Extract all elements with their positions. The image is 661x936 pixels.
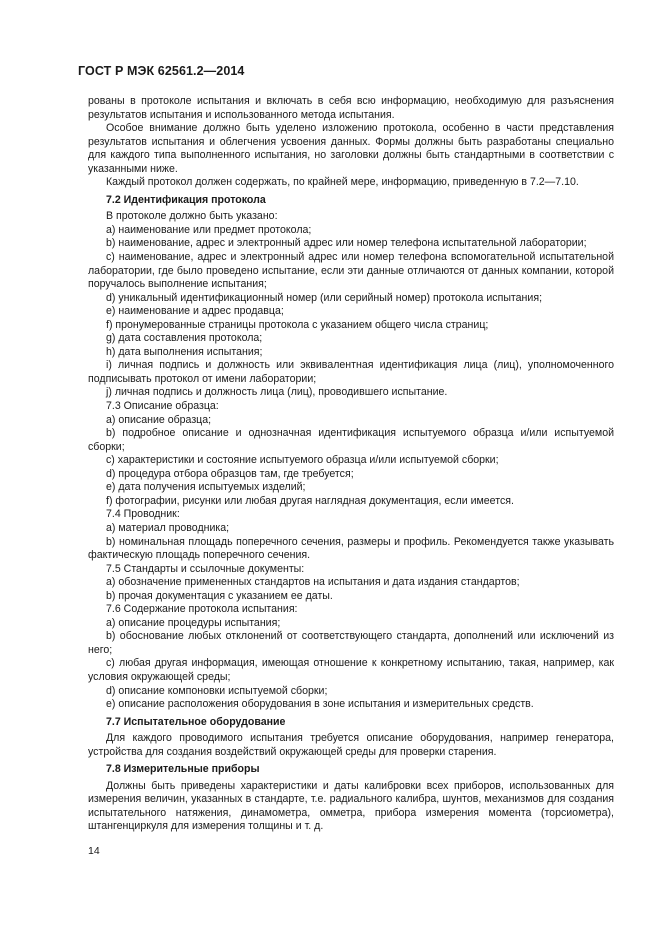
list-item: a) наименование или предмет протокола; [106, 223, 312, 236]
list-item: a) описание образца; [106, 413, 212, 426]
list-item: d) описание компоновки испытуемой сборки; [106, 684, 328, 697]
section-heading-7-7: 7.7 Испытательное оборудование [106, 715, 286, 728]
list-item: c) наименование, адрес и электронный адрес или номер телефона вспомогательной испытательной лаборатории, где было проведено испытание, если эти данные отличаются от данных компании, которой поручалось выполнение испытания; [88, 251, 614, 291]
list-item: b) обоснование любых отклонений от соответствующего стандарта, дополнений или исключений из него; [88, 630, 614, 656]
list-item: b) подробное описание и однозначная идентификация испытуемого образца и/или испытуемой сборки; [88, 427, 614, 453]
list-item: f) пронумерованные страницы протокола с указанием общего числа страниц; [106, 318, 489, 331]
paragraph: Особое внимание должно быть уделено изложению протокола, особенно в части представления результатов испытания и облегчения усвоения данных. Формы должны быть разработаны специально для каждого типа выполненного испытания, но заголовки должны быть стандартными в соответствии с указанными ниже. [88, 122, 614, 175]
section-heading-7-6: 7.6 Содержание протокола испытания: [106, 603, 298, 616]
document-body [88, 95, 614, 834]
paragraph: В протоколе должно быть указано: [106, 210, 278, 223]
page-number: 14 [88, 845, 100, 857]
list-item: c) характеристики и состояние испытуемого образца и/или испытуемой сборки; [106, 454, 499, 467]
list-item: g) дата составления протокола; [106, 332, 263, 345]
list-item: e) дата получения испытуемых изделий; [106, 481, 306, 494]
standard-header: ГОСТ Р МЭК 62561.2—2014 [78, 64, 245, 78]
list-item: b) наименование, адрес и электронный адрес или номер телефона испытательной лаборатории; [106, 237, 587, 250]
list-item: e) наименование и адрес продавца; [106, 305, 284, 318]
list-item: b) прочая документация с указанием ее даты. [106, 589, 333, 602]
paragraph-continuation: рованы в протоколе испытания и включать в себя всю информацию, необходимую для разъяснения результатов испытания и использованного метода испытания. [88, 95, 614, 121]
section-heading-7-4: 7.4 Проводник: [106, 508, 180, 521]
list-item: i) личная подпись и должность или эквивалентная идентификация лица (лиц), уполномоченного подписывать протокол от имени лаборатории; [88, 359, 614, 385]
list-item: d) уникальный идентификационный номер (или серийный номер) протокола испытания; [106, 291, 543, 304]
paragraph: Должны быть приведены характеристики и даты калибровки всех приборов, использованных для измерения величин, указанных в стандарте, т.е. радиального калибра, шунтов, механизмов для создания испытательного натяжения, динамометра, омметра, прибора измерения момента (торсиометра), штангенциркуля для измерения толщины и т. д. [88, 779, 614, 833]
list-item: f) фотографии, рисунки или любая другая наглядная документация, если имеется. [106, 494, 514, 507]
list-item: c) любая другая информация, имеющая отношение к конкретному испытанию, такая, например, как условия окружающей среды; [88, 657, 614, 683]
list-item: e) описание расположения оборудования в зоне испытания и измерительных средств. [106, 698, 534, 711]
list-item: j) личная подпись и должность лица (лиц), проводившего испытание. [106, 386, 448, 399]
section-heading-7-5: 7.5 Стандарты и ссылочные документы: [106, 562, 305, 575]
section-heading-7-8: 7.8 Измерительные приборы [106, 763, 260, 776]
list-item: b) номинальная площадь поперечного сечения, размеры и профиль. Рекомендуется также указывать фактическую площадь поперечного сечения. [88, 535, 614, 562]
section-heading-7-2: 7.2 Идентификация протокола [106, 193, 266, 206]
list-item: h) дата выполнения испытания; [106, 345, 263, 358]
paragraph: Для каждого проводимого испытания требуется описание оборудования, например генератора, устройства для создания воздействий окружающей среды для проверки старения. [88, 732, 614, 758]
list-item: a) описание процедуры испытания; [106, 616, 281, 629]
list-item: a) обозначение примененных стандартов на испытания и дата издания стандартов; [106, 576, 520, 589]
section-heading-7-3: 7.3 Описание образца: [106, 400, 219, 413]
paragraph: Каждый протокол должен содержать, по крайней мере, информацию, приведенную в 7.2—7.10. [106, 176, 579, 189]
list-item: d) процедура отбора образцов там, где требуется; [106, 467, 354, 480]
list-item: a) материал проводника; [106, 521, 230, 534]
